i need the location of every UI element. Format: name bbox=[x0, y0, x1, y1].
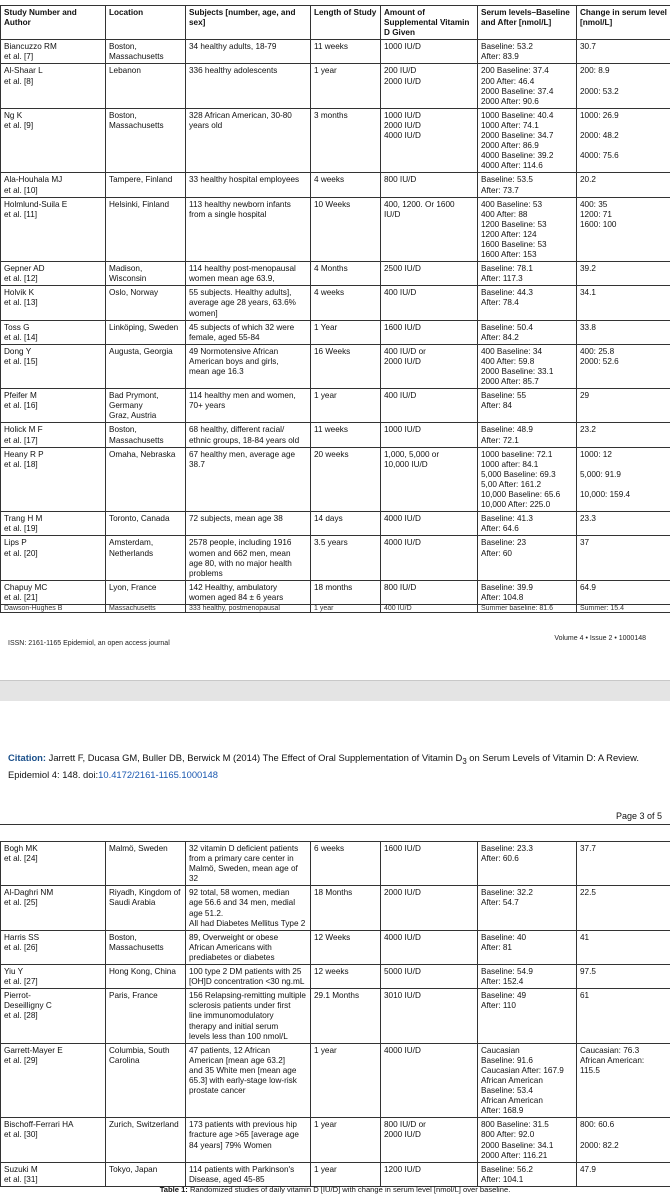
table-cell: 3 months bbox=[311, 108, 381, 173]
table-cell: 61 bbox=[577, 989, 670, 1043]
table-cell: Holvik K et al. [13] bbox=[1, 286, 106, 320]
table-cell: 1000 baseline: 72.1 1000 after: 84.1 5,000 Baseline: 69.3 5,00 After: 161.2 10,000 Baseline: 65.6 10,000 After: 225.0 bbox=[478, 447, 577, 512]
table-cell: 1 Year bbox=[311, 320, 381, 344]
table-cell: 2500 IU/D bbox=[381, 262, 478, 286]
page-bottom bbox=[0, 701, 670, 1200]
table-cell: 800 Baseline: 31.5 800 After: 92.0 2000 Baseline: 34.1 2000 After: 116.21 bbox=[478, 1118, 577, 1162]
table-cell: 64.9 bbox=[577, 580, 670, 604]
table-cell: 14 days bbox=[311, 512, 381, 536]
table-cell: 333 healthy, postmenopausal bbox=[186, 604, 311, 612]
table-cell: 1 year bbox=[311, 389, 381, 423]
table-row bbox=[1, 286, 670, 320]
table-cell: 142 Healthy, ambulatory women aged 84 ± 6 years bbox=[186, 580, 311, 604]
table-cell: 2578 people, including 1916 women and 662 men, mean age 80, with no major health problems bbox=[186, 536, 311, 580]
table-cell: 1000 IU/D bbox=[381, 40, 478, 64]
column-header: Location bbox=[106, 6, 186, 40]
table-caption bbox=[0, 1185, 670, 1194]
table-cell: 10 Weeks bbox=[311, 197, 381, 262]
table-cell: Columbia, South Carolina bbox=[106, 1043, 186, 1118]
table-cell: Heany R P et al. [18] bbox=[1, 447, 106, 512]
table-row bbox=[1, 173, 670, 197]
table-row-cut-off bbox=[1, 604, 670, 612]
table-cell: 3010 IU/D bbox=[381, 989, 478, 1043]
table-cell: 1 year bbox=[311, 604, 381, 612]
caption-text: Randomized studies of daily vitamin D [IU/D] with change in serum level [nmol/L] over baseline. bbox=[189, 1185, 511, 1194]
table-cell: 100 type 2 DM patients with 25 [OH]D concentration <30 ng.mL bbox=[186, 965, 311, 989]
table-cell: 33.8 bbox=[577, 320, 670, 344]
table-cell: Gepner AD et al. [12] bbox=[1, 262, 106, 286]
table-cell: 20.2 bbox=[577, 173, 670, 197]
table-cell: 4000 IU/D bbox=[381, 930, 478, 964]
table-cell: Omaha, Nebraska bbox=[106, 447, 186, 512]
table-cell: 72 subjects, mean age 38 bbox=[186, 512, 311, 536]
citation-label: Citation: bbox=[8, 752, 47, 763]
table-cell: 800 IU/D bbox=[381, 173, 478, 197]
table-cell: Bischoff-Ferrari HA et al. [30] bbox=[1, 1118, 106, 1162]
table-cell: 47 patients, 12 African American [mean age 63.2] and 35 White men [mean age 65.3] with early-stage low-risk prostate cancer bbox=[186, 1043, 311, 1118]
table-cell: 68 healthy, different racial/ ethnic groups, 18-84 years old bbox=[186, 423, 311, 447]
table-row bbox=[1, 842, 670, 886]
table-cell: 400 Baseline: 34 400 After: 59.8 2000 Baseline: 33.1 2000 After: 85.7 bbox=[478, 344, 577, 388]
table-cell: 200 IU/D 2000 IU/D bbox=[381, 64, 478, 108]
table-row bbox=[1, 344, 670, 388]
caption-label: Table 1: bbox=[159, 1185, 188, 1194]
table-cell: 5000 IU/D bbox=[381, 965, 478, 989]
table-cell: 173 patients with previous hip fracture age >65 [average age 84 years] 79% Women bbox=[186, 1118, 311, 1162]
table-cell: 37.7 bbox=[577, 842, 670, 886]
column-header: Subjects [number, age, and sex] bbox=[186, 6, 311, 40]
table-cell: 800 IU/D or 2000 IU/D bbox=[381, 1118, 478, 1162]
table-cell: Al-Shaar L et al. [8] bbox=[1, 64, 106, 108]
table-cell: 1000 IU/D bbox=[381, 423, 478, 447]
table-cell: 113 healthy newborn infants from a single hospital bbox=[186, 197, 311, 262]
table-cell: 2000 IU/D bbox=[381, 886, 478, 930]
column-header: Serum levels–Baseline and After [nmol/L] bbox=[478, 6, 577, 40]
vitamin-d-studies-table-part2 bbox=[0, 841, 670, 1187]
table-cell: Ng K et al. [9] bbox=[1, 108, 106, 173]
table-cell: Trang H M et al. [19] bbox=[1, 512, 106, 536]
table-cell: 400: 35 1200: 71 1600: 100 bbox=[577, 197, 670, 262]
table-row bbox=[1, 40, 670, 64]
table-cell: Suzuki M et al. [31] bbox=[1, 1162, 106, 1186]
table-row bbox=[1, 320, 670, 344]
table-cell: 4 weeks bbox=[311, 286, 381, 320]
citation-text: Jarrett F, Ducasa GM, Buller DB, Berwick M (2014) The Effect of Oral Supplementation of Vitamin D bbox=[48, 752, 463, 763]
table-cell: 200 Baseline: 37.4 200 After: 46.4 2000 Baseline: 37.4 2000 After: 90.6 bbox=[478, 64, 577, 108]
table-cell: 34.1 bbox=[577, 286, 670, 320]
table-cell: Al-Daghri NM et al. [25] bbox=[1, 886, 106, 930]
table-cell: Boston, Massachusetts bbox=[106, 40, 186, 64]
table-cell: 4 weeks bbox=[311, 173, 381, 197]
table-row bbox=[1, 536, 670, 580]
table-cell: Hong Kong, China bbox=[106, 965, 186, 989]
table-cell: 22.5 bbox=[577, 886, 670, 930]
table-cell: 16 Weeks bbox=[311, 344, 381, 388]
table-cell: Pierrot- Deseilligny C et al. [28] bbox=[1, 989, 106, 1043]
table-cell: Baseline: 23 After: 60 bbox=[478, 536, 577, 580]
table-cell: 67 healthy men, average age 38.7 bbox=[186, 447, 311, 512]
table-row bbox=[1, 580, 670, 604]
table-row bbox=[1, 965, 670, 989]
issn-footer: ISSN: 2161-1165 Epidemiol, an open access journal bbox=[8, 640, 170, 647]
table-cell: Dong Y et al. [15] bbox=[1, 344, 106, 388]
table-cell: Garrett-Mayer E et al. [29] bbox=[1, 1043, 106, 1118]
table-cell: 114 patients with Parkinson's Disease, aged 45-85 bbox=[186, 1162, 311, 1186]
table-cell: 97.5 bbox=[577, 965, 670, 989]
table-cell: 400 Baseline: 53 400 After: 88 1200 Baseline: 53 1200 After: 124 1600 Baseline: 53 1600 After: 153 bbox=[478, 197, 577, 262]
table-cell: Baseline: 50.4 After: 84.2 bbox=[478, 320, 577, 344]
table-cell: Baseline: 49 After: 110 bbox=[478, 989, 577, 1043]
table-cell: 800: 60.6 2000: 82.2 bbox=[577, 1118, 670, 1162]
table-cell: 400 IU/D bbox=[381, 604, 478, 612]
table-cell: 29.1 Months bbox=[311, 989, 381, 1043]
table-cell: Oslo, Norway bbox=[106, 286, 186, 320]
table-cell: 23.2 bbox=[577, 423, 670, 447]
table-cell: Caucasian Baseline: 91.6 Caucasian After: 167.9 African American Baseline: 53.4 African American After: 168.9 bbox=[478, 1043, 577, 1118]
table-cell: Baseline: 48.9 After: 72.1 bbox=[478, 423, 577, 447]
table-cell: Toronto, Canada bbox=[106, 512, 186, 536]
table-cell: Baseline: 39.9 After: 104.8 bbox=[478, 580, 577, 604]
table-cell: Dawson-Hughes B bbox=[1, 604, 106, 612]
table-cell: 34 healthy adults, 18-79 bbox=[186, 40, 311, 64]
table-cell: Zurich, Switzerland bbox=[106, 1118, 186, 1162]
header-divider bbox=[0, 824, 670, 825]
table-cell: 32 vitamin D deficient patients from a primary care center in Malmö, Sweden, mean age of 32 bbox=[186, 842, 311, 886]
table-cell: 1600 IU/D bbox=[381, 320, 478, 344]
table-cell: Summer baseline: 81.6 bbox=[478, 604, 577, 612]
table-cell: 328 African American, 30-80 years old bbox=[186, 108, 311, 173]
table-cell: 400: 25.8 2000: 52.6 bbox=[577, 344, 670, 388]
table-body bbox=[1, 842, 670, 1187]
table-cell: Baseline: 53.5 After: 73.7 bbox=[478, 173, 577, 197]
table-cell: Lips P et al. [20] bbox=[1, 536, 106, 580]
table-cell: 400 IU/D or 2000 IU/D bbox=[381, 344, 478, 388]
table-cell: 400, 1200. Or 1600 IU/D bbox=[381, 197, 478, 262]
table-cell: 1000 IU/D 2000 IU/D 4000 IU/D bbox=[381, 108, 478, 173]
table-cell: 1 year bbox=[311, 1162, 381, 1186]
table-cell: 18 months bbox=[311, 580, 381, 604]
table-cell: 29 bbox=[577, 389, 670, 423]
column-header: Study Number and Author bbox=[1, 6, 106, 40]
table-cell: Baseline: 55 After: 84 bbox=[478, 389, 577, 423]
doi-link[interactable]: 10.4172/2161-1165.1000148 bbox=[98, 768, 218, 780]
table-cell: Helsinki, Finland bbox=[106, 197, 186, 262]
table-cell: 18 Months bbox=[311, 886, 381, 930]
table-cell: 1 year bbox=[311, 64, 381, 108]
table-cell: Boston, Massachusetts bbox=[106, 930, 186, 964]
column-header: Length of Study bbox=[311, 6, 381, 40]
table-cell: Tokyo, Japan bbox=[106, 1162, 186, 1186]
table-cell: Yiu Y et al. [27] bbox=[1, 965, 106, 989]
table-row bbox=[1, 1118, 670, 1162]
table-cell: 92 total, 58 women, median age 56.6 and 34 men, medial age 51.2. All had Diabetes Mellitus Type 2 bbox=[186, 886, 311, 930]
table-cell: 41 bbox=[577, 930, 670, 964]
table-cell: 4000 IU/D bbox=[381, 1043, 478, 1118]
table-cell: Malmö, Sweden bbox=[106, 842, 186, 886]
table-cell: 1 year bbox=[311, 1043, 381, 1118]
table-row bbox=[1, 389, 670, 423]
table-cell: 1200 IU/D bbox=[381, 1162, 478, 1186]
table-cell: Holick M F et al. [17] bbox=[1, 423, 106, 447]
table-cell: 114 healthy post-menopausal women mean age 63.9, bbox=[186, 262, 311, 286]
table-row bbox=[1, 1043, 670, 1118]
table-cell: Bad Prymont, Germany Graz, Austria bbox=[106, 389, 186, 423]
citation bbox=[8, 751, 663, 781]
table-cell: 1,000, 5,000 or 10,000 IU/D bbox=[381, 447, 478, 512]
table-cell: 4000 IU/D bbox=[381, 536, 478, 580]
table-cell: 1 year bbox=[311, 1118, 381, 1162]
table-cell: 33 healthy hospital employees bbox=[186, 173, 311, 197]
table-cell: Baseline: 53.2 After: 83.9 bbox=[478, 40, 577, 64]
table-cell: Holmlund-Suila E et al. [11] bbox=[1, 197, 106, 262]
table-cell: 156 Relapsing-remitting multiple sclerosis patients under first line immunomodulatory therapy and initial serum levels less than 100 nmol/L bbox=[186, 989, 311, 1043]
vitamin-d-studies-table-part1 bbox=[0, 5, 670, 613]
table-cell: 49 Normotensive African American boys and girls, mean age 16.3 bbox=[186, 344, 311, 388]
table-cell: 45 subjects of which 32 were female, aged 55-84 bbox=[186, 320, 311, 344]
table-cell: 12 weeks bbox=[311, 965, 381, 989]
table-row bbox=[1, 886, 670, 930]
table-cell: Summer: 15.4 bbox=[577, 604, 670, 612]
table-cell: Baseline: 23.3 After: 60.6 bbox=[478, 842, 577, 886]
table-cell: Baseline: 40 After: 81 bbox=[478, 930, 577, 964]
citation-text-2: on Serum Levels of Vitamin D: A Review. Epidemiol 4: 148. doi: bbox=[8, 752, 640, 780]
table-cell: Baseline: 54.9 After: 152.4 bbox=[478, 965, 577, 989]
table-cell: Caucasian: 76.3 African American: 115.5 bbox=[577, 1043, 670, 1118]
table-cell: 336 healthy adolescents bbox=[186, 64, 311, 108]
table-row bbox=[1, 262, 670, 286]
table-cell: 1000: 26.9 2000: 48.2 4000: 75.6 bbox=[577, 108, 670, 173]
table-row bbox=[1, 1162, 670, 1186]
table-cell: 11 weeks bbox=[311, 40, 381, 64]
table-cell: Baseline: 44.3 After: 78.4 bbox=[478, 286, 577, 320]
page-separator bbox=[0, 680, 670, 702]
table-cell: 1000 Baseline: 40.4 1000 After: 74.1 2000 Baseline: 34.7 2000 After: 86.9 4000 Baseline: 39.2 4000 After: 114.6 bbox=[478, 108, 577, 173]
table-cell: Massachusetts bbox=[106, 604, 186, 612]
table-cell: 114 healthy men and women, 70+ years bbox=[186, 389, 311, 423]
table-cell: Lyon, France bbox=[106, 580, 186, 604]
table-cell: Madison, Wisconsin bbox=[106, 262, 186, 286]
table-cell: Paris, France bbox=[106, 989, 186, 1043]
table-cell: 6 weeks bbox=[311, 842, 381, 886]
table-row bbox=[1, 989, 670, 1043]
volume-footer: Volume 4 • Issue 2 • 1000148 bbox=[554, 635, 646, 642]
column-header: Amount of Supplemental Vitamin D Given bbox=[381, 6, 478, 40]
table-cell: Baseline: 78.1 After: 117.3 bbox=[478, 262, 577, 286]
table-cell: 47.9 bbox=[577, 1162, 670, 1186]
table-cell: 30.7 bbox=[577, 40, 670, 64]
citation-subscript: 3 bbox=[462, 756, 467, 766]
table-cell: Harris SS et al. [26] bbox=[1, 930, 106, 964]
table-body bbox=[1, 40, 670, 613]
table-cell: Baseline: 32.2 After: 54.7 bbox=[478, 886, 577, 930]
table-cell: 39.2 bbox=[577, 262, 670, 286]
table-cell: Tampere, Finland bbox=[106, 173, 186, 197]
table-cell: 11 weeks bbox=[311, 423, 381, 447]
table-cell: Augusta, Georgia bbox=[106, 344, 186, 388]
table-cell: Baseline: 56.2 After: 104.1 bbox=[478, 1162, 577, 1186]
table-cell: 1600 IU/D bbox=[381, 842, 478, 886]
column-header: Change in serum level [nmol/L] bbox=[577, 6, 670, 40]
table-cell: 1000: 12 5,000: 91.9 10,000: 159.4 bbox=[577, 447, 670, 512]
table-row bbox=[1, 512, 670, 536]
table-cell: 4 Months bbox=[311, 262, 381, 286]
table-cell: Riyadh, Kingdom of Saudi Arabia bbox=[106, 886, 186, 930]
table-cell: Baseline: 41.3 After: 64.6 bbox=[478, 512, 577, 536]
table-cell: 89, Overweight or obese African Americans with prediabetes or diabetes bbox=[186, 930, 311, 964]
table-cell: 800 IU/D bbox=[381, 580, 478, 604]
table-cell: 20 weeks bbox=[311, 447, 381, 512]
table-cell: 23.3 bbox=[577, 512, 670, 536]
table-cell: Biancuzzo RM et al. [7] bbox=[1, 40, 106, 64]
table-cell: 4000 IU/D bbox=[381, 512, 478, 536]
table-row bbox=[1, 930, 670, 964]
table-cell: 12 Weeks bbox=[311, 930, 381, 964]
table-cell: Boston, Massachusetts bbox=[106, 108, 186, 173]
table-cell: Toss G et al. [14] bbox=[1, 320, 106, 344]
page-number: Page 3 of 5 bbox=[615, 811, 662, 821]
table-cell: 400 IU/D bbox=[381, 286, 478, 320]
table-cell: 37 bbox=[577, 536, 670, 580]
table-cell: Boston, Massachusetts bbox=[106, 423, 186, 447]
table-row bbox=[1, 64, 670, 108]
table-row bbox=[1, 197, 670, 262]
table-cell: Linköping, Sweden bbox=[106, 320, 186, 344]
table-cell: Ala-Houhala MJ et al. [10] bbox=[1, 173, 106, 197]
table-row bbox=[1, 447, 670, 512]
table-cell: 200: 8.9 2000: 53.2 bbox=[577, 64, 670, 108]
table-cell: 55 subjects. Healthy adults], average age 28 years, 63.6% women] bbox=[186, 286, 311, 320]
table-cell: Pfeifer M et al. [16] bbox=[1, 389, 106, 423]
table-cell: Lebanon bbox=[106, 64, 186, 108]
table-row bbox=[1, 423, 670, 447]
table-cell: Amsterdam, Netherlands bbox=[106, 536, 186, 580]
table-header-row bbox=[1, 6, 670, 40]
table-cell: Chapuy MC et al. [21] bbox=[1, 580, 106, 604]
table-cell: 3.5 years bbox=[311, 536, 381, 580]
table-cell: 400 IU/D bbox=[381, 389, 478, 423]
table-cell: Bogh MK et al. [24] bbox=[1, 842, 106, 886]
table-row bbox=[1, 108, 670, 173]
